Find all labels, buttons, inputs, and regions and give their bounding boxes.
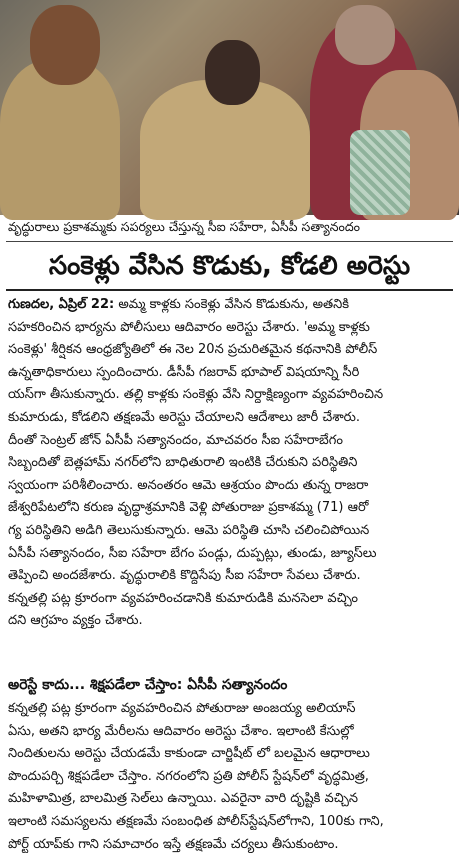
photo-caption: వృద్ధురాలు ప్రకాశమ్మకు సపర్యలు చేస్తున్న సీఐ సహేరా, ఏసీపీ సత్యానందం [8,219,360,234]
article-line: మహిళామిత్ర, బాలమిత్ర సెల్‌లు ఉన్నాయి. ఎవరైనా వారి దృష్టికి వచ్చిన [8,791,359,807]
officer-left-head [30,5,100,85]
article-line: స్వయంగా పరిశీలించారు. అనంతరం ఆమె ఆశ్రయం పొందు తున్న రాజరా [8,477,369,493]
article-line: నిందితులను అరెస్టు చేయడమే కాకుండా చార్జిషీట్ లో బలమైన ఆధారాలు [8,746,370,762]
article-line: సంకెళ్లు' శీర్షికన ఆంధ్రజ్యోతిలో ఈ నెల 20న ప్రచురితమైన కథనానికి పోలీస్ [8,342,378,358]
article-line: పొందుపర్చి శిక్షపడేలా చేస్తాం. నగరంలోని ప్రతి పోలీస్ స్టేషన్‌లో వృద్ధమిత్ర, [8,768,369,784]
checkered-cloth [350,130,410,215]
article-line: కన్నతల్లి పట్ల క్రూరంగా వ్యవహరించిన పోతురాజు అంజయ్య అలియాస్ [8,701,356,716]
article-body-2 [8,698,454,856]
article-line: జేశ్వరిపేటలోని కరుణ వృద్ధాశ్రమానికి వెళ్లి పోతురాజు ప్రకాశమ్మ (71) ఆరో [8,500,369,516]
news-photo [0,0,459,215]
headline-divider [6,289,453,291]
article-line-text: అమ్మ కాళ్లకు సంకెళ్లు వేసిన కొడుకును, అతనికి [114,297,350,312]
article-line: కుమారుడు, కోడలిని తక్షణమే అరెస్టు చేయాలని ఆదేశాలు జారీ చేశారు. [8,409,361,425]
caption-divider [6,241,453,242]
woman-officer-head [205,40,260,105]
article-line: గ్య పరిస్థితిని అడిగి తెలుసుకున్నారు. ఆమె పరిస్థితి చూసి చలించిపోయిన [8,522,370,538]
article-line: సిబ్బందితో బెత్లహామ్ నగర్‌లోని బాధితురాలి ఇంటికి చేరుకుని పరిస్థితిని [8,455,358,471]
article-line: దని ఆగ్రహం వ్యక్తం చేశారు. [8,613,143,629]
article-body [8,294,454,633]
article-line: ఏసు, అతని భార్య మేరీలను ఆదివారం అరెస్టు చేశాం. ఇలాంటి కేసుల్లో [8,723,354,739]
subheading: అరెస్టే కాదు... శిక్షపడేలా చేస్తాం: ఏసీపీ సత్యానందం [8,677,288,693]
article-line: ఉన్నతాధికారులు స్పందించారు. డీసీపీ గజరావ్ భూపాల్ విషయాన్ని సీరి [8,364,360,380]
article-line: యస్‌గా తీసుకున్నారు. తల్లి కాళ్లకు సంకెళ్లు వేసి నిర్దాక్షిణ్యంగా వ్యవహరించిన [8,387,384,403]
article-line: సహకరించిన భార్యను పోలీసులు ఆదివారం అరెస్టు చేశారు. 'అమ్మ కాళ్లకు [8,319,370,335]
headline: సంకెళ్లు వేసిన కొడుకు, కోడలి అరెస్టు [48,251,411,281]
article-line: తెప్పించి అందజేశారు. వృద్ధురాలికి కొద్దిసేపు సీఐ సహేరా సేవలు చేశారు. [8,568,361,584]
article-line [8,294,454,317]
article-line: పోర్ట్ యాప్‌కు గాని సమాచారం ఇస్తే తక్షణమే చర్యలు తీసుకుంటాం. [8,836,339,852]
article-line: ఇలాంటి సమస్యలను తక్షణమే సంబంధిత పోలీస్‌స్టేషన్‌లోగాని, 100కు గాని, [8,813,384,829]
dateline: గుణదల, ఏప్రిల్ 22: [8,297,115,312]
article-line: దీంతో సెంట్రల్ జోన్ ఏసీపీ సత్యానందం, మాచవరం సీఐ సహేరాబేగం [8,432,343,448]
article-line: కన్నతల్లి పట్ల క్రూరంగా వ్యవహరించడానికి కుమారుడికి మనసెలా వచ్చిం [8,590,359,606]
elderly-woman-head [335,5,395,65]
article-line: ఏసీపీ సత్యానందం, సీఐ సహేరా బేగం పండ్లు, దుప్పట్లు, తుండు, జ్యూస్‌లు [8,545,377,561]
